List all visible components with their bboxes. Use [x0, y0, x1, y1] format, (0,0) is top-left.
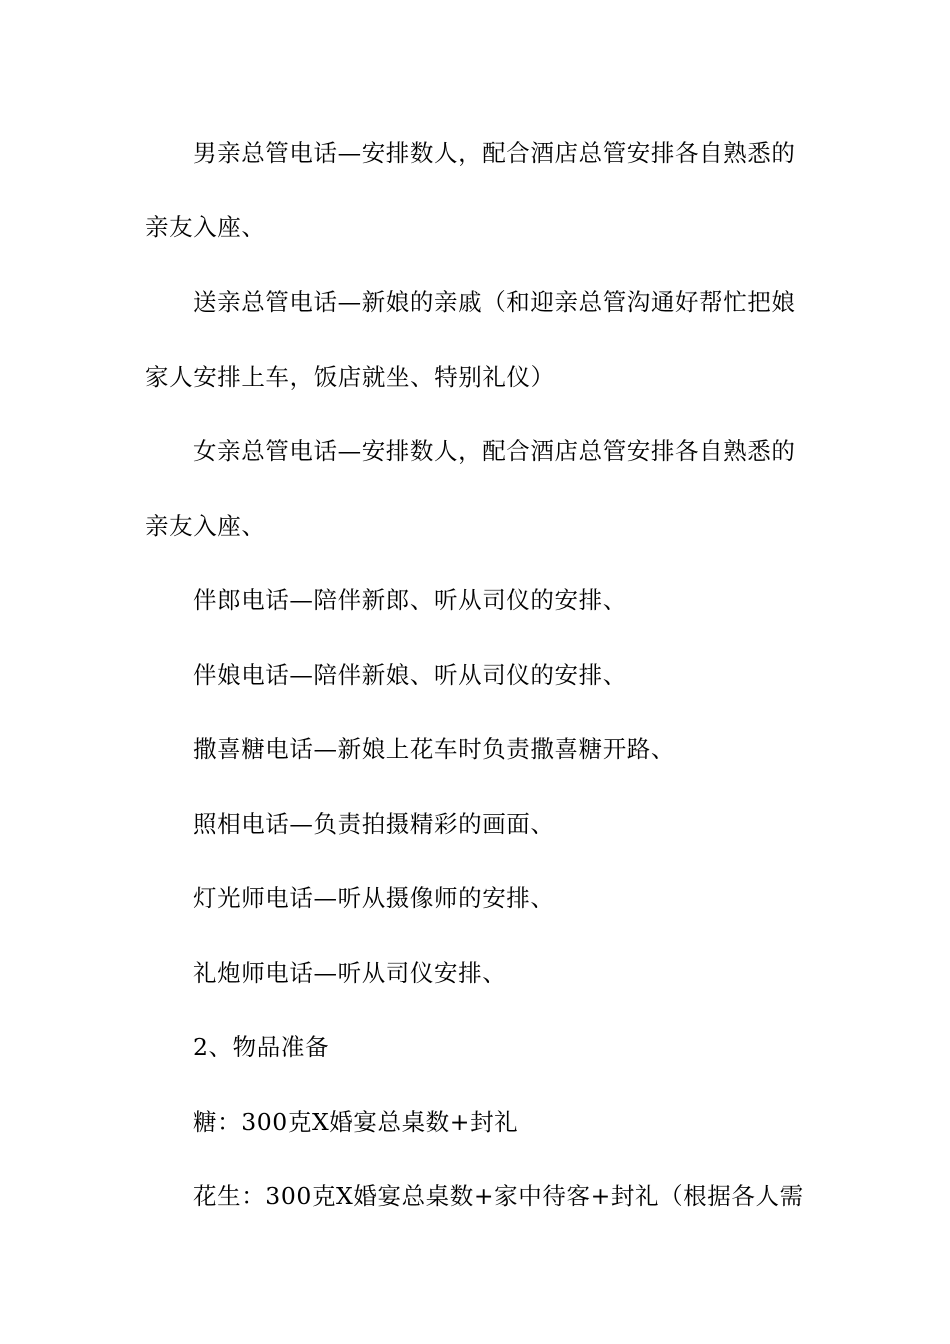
text-line: 照相电话—负责拍摄精彩的画面、 — [193, 810, 555, 838]
text-line: 家人安排上车，饭店就坐、特别礼仪） — [145, 363, 555, 391]
text-line: 礼炮师电话—听从司仪安排、 — [193, 959, 507, 987]
text-line: 亲友入座、 — [145, 512, 266, 540]
text-line: 撒喜糖电话—新娘上花车时负责撒喜糖开路、 — [193, 735, 675, 763]
text-line: 伴娘电话—陪伴新娘、听从司仪的安排、 — [193, 661, 627, 689]
text-line: 送亲总管电话—新娘的亲戚（和迎亲总管沟通好帮忙把娘 — [193, 288, 796, 316]
text-line: 花生：300克X婚宴总桌数+家中待客+封礼（根据各人需 — [193, 1182, 804, 1210]
text-line: 糖：300克X婚宴总桌数+封礼 — [193, 1108, 519, 1136]
text-line: 灯光师电话—听从摄像师的安排、 — [193, 884, 555, 912]
text-line: 男亲总管电话—安排数人，配合酒店总管安排各自熟悉的 — [193, 139, 796, 167]
text-line: 伴郎电话—陪伴新郎、听从司仪的安排、 — [193, 586, 627, 614]
text-line: 女亲总管电话—安排数人，配合酒店总管安排各自熟悉的 — [193, 437, 796, 465]
text-line: 亲友入座、 — [145, 213, 266, 241]
section-heading: 2、物品准备 — [193, 1033, 330, 1061]
